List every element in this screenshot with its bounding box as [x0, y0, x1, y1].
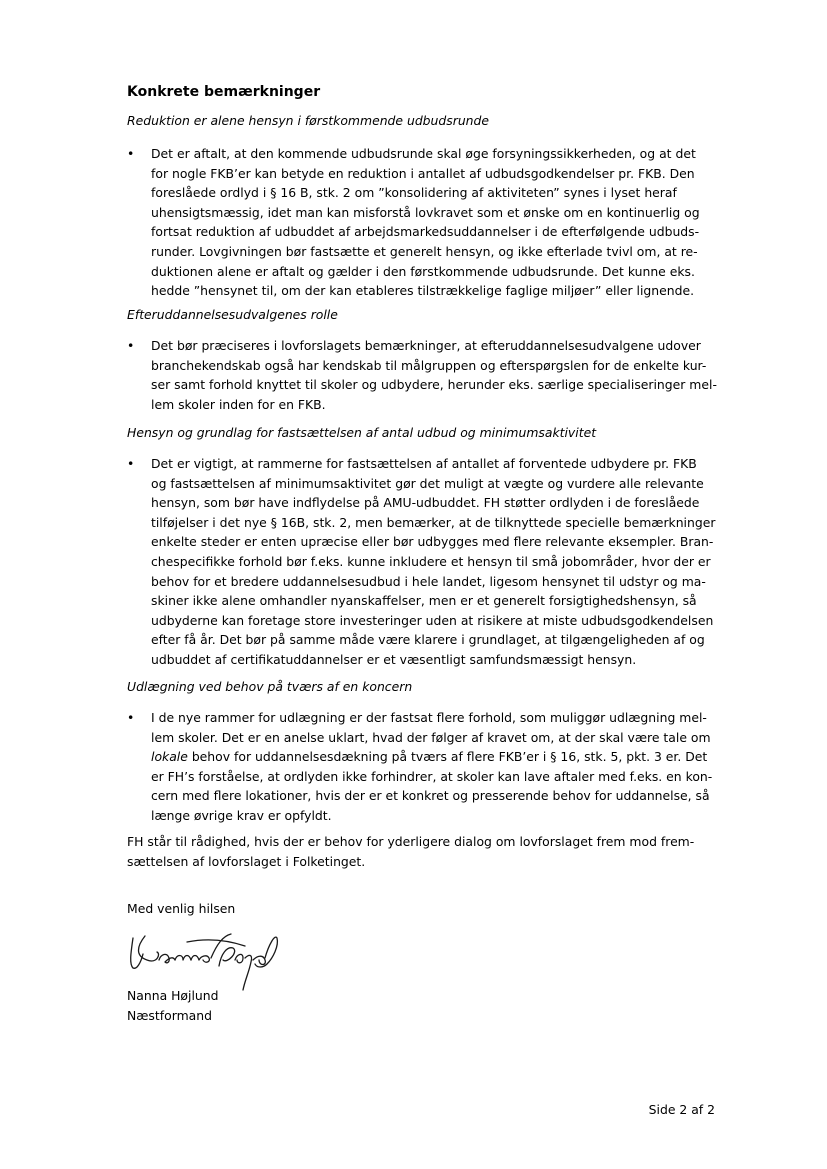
text-line: hedde ”hensynet til, om der kan etableres tilstrækkelige faglige miljøer” eller lignende.	[151, 283, 695, 299]
emphasis-word: lokale	[151, 749, 188, 765]
subheading-reduction: Reduktion er alene hensyn i førstkommende udbudsrunde	[127, 113, 490, 128]
subheading-committees: Efteruddannelsesudvalgenes rolle	[127, 307, 338, 322]
text-line: længe øvrige krav er opfyldt.	[151, 807, 332, 823]
text-line: foreslåede ordlyd i § 16 B, stk. 2 om ”konsolidering af aktiviteten” synes i lyset heraf	[151, 185, 677, 201]
text-line: skiner ikke alene omhandler nyanskaffelser, men er et generelt forsigtighedshensyn, så	[151, 593, 697, 609]
section-heading: Konkrete bemærkninger	[127, 84, 321, 100]
text-line: FH står til rådighed, hvis der er behov for yderligere dialog om lovforslaget frem mod frem-	[127, 834, 695, 849]
text-line: chespecifikke forhold bør f.eks. kunne inkludere et hensyn til små jobområder, hvor der er	[151, 553, 711, 569]
text-line: efter få år. Det bør på samme måde være klarere i grundlaget, at tilgængeligheden af og	[151, 632, 705, 648]
signature-text: Nanna Højlund	[127, 924, 135, 925]
text-line: hensyn, som bør have indflydelse på AMU-udbuddet. FH støtter ordlyden i de foreslåede	[151, 495, 700, 511]
text-line: og fastsættelsen af minimumsaktivitet gør det muligt at vægte og vurdere alle relevante	[151, 475, 704, 491]
text-line: fortsat reduktion af udbuddet af arbejdsmarkedsuddannelser i de efterfølgende udbuds-	[151, 224, 700, 240]
bullet-dot: •	[127, 338, 135, 353]
text-line: Det bør præciseres i lovforslagets bemærkninger, at efteruddannelsesudvalgene udover	[151, 338, 701, 353]
text-line: behov for et bredere uddannelsesudbud i hele landet, ligesom hensynet til udstyr og ma-	[151, 573, 706, 589]
text-line: uhensigtsmæssig, idet man kan misforstå lovkravet som et ønske om en kontinuerlig og	[151, 204, 700, 220]
greeting: Med venlig hilsen	[127, 901, 236, 916]
text-line: er FH’s forståelse, at ordlyden ikke forhindrer, at skoler kan lave aftaler med f.eks. en kon-	[151, 768, 713, 784]
subheading-concern: Udlægning ved behov på tværs af en koncern	[127, 679, 413, 694]
signatory-name: Nanna Højlund	[127, 988, 219, 1003]
text-line: duktionen alene er aftalt og gælder i den førstkommende udbudsrunde. Det kunne eks.	[151, 263, 695, 279]
text-line-rest: behov for uddannelsesdækning på tværs af flere FKB’er i § 16, stk. 5, pkt. 3 er. Det	[191, 749, 708, 765]
text-line: for nogle FKB’er kan betyde en reduktion i antallet af udbudsgodkendelser pr. FKB. Den	[151, 165, 695, 181]
text-line: enkelte steder er enten upræcise eller bør udbygges med flere relevante eksempler. Bran-	[151, 534, 714, 550]
text-line: udbuddet af certifikatuddannelser er et væsentligt samfundsmæssigt hensyn.	[151, 651, 637, 667]
bullet-text	[151, 708, 712, 826]
text-line: Det er aftalt, at den kommende udbudsrunde skal øge forsyningssikkerheden, og at det	[151, 146, 696, 161]
bullet-dot: •	[127, 146, 135, 161]
text-line: udbyderne kan foretage store investeringer uden at risikere at miste udbudsgodkendelsen	[151, 612, 714, 628]
text-line: Det er vigtigt, at rammerne for fastsættelsen af antallet af forventede udbydere pr. FKB	[151, 456, 697, 471]
bullet-text	[151, 336, 717, 414]
text-line: tilføjelser i det nye § 16B, stk. 2, men bemærker, at de tilknyttede specielle bemærkninger	[151, 514, 716, 530]
bullet-dot: •	[127, 710, 135, 725]
bullet-dot: •	[127, 456, 135, 471]
text-line: lem skoler. Det er en anelse uklart, hvad der følger af kravet om, at der skal være tale om	[151, 729, 711, 745]
text-line: cern med flere lokationer, hvis der er et konkret og presserende behov for uddannelse, så	[151, 788, 710, 804]
text-line	[151, 747, 712, 767]
text-line: runder. Lovgivningen bør fastsætte et generelt hensyn, og ikke efterlade tvivl om, at re-	[151, 243, 698, 259]
text-line: branchekendskab også har kendskab til målgruppen og efterspørgslen for de enkelte kur-	[151, 357, 707, 373]
bullet-text	[151, 144, 700, 301]
closing-paragraph	[127, 832, 694, 871]
bullet-text	[151, 454, 715, 670]
subheading-considerations: Hensyn og grundlag for fastsættelsen af antal udbud og minimumsaktivitet	[127, 425, 597, 440]
page-number: Side 2 af 2	[648, 1102, 715, 1117]
text-line: sættelsen af lovforslaget i Folketinget.	[127, 853, 366, 869]
text-line: ser samt forhold knyttet til skoler og udbydere, herunder eks. særlige specialiseringer mel-	[151, 377, 717, 393]
signatory-title: Næstformand	[127, 1008, 212, 1023]
text-line: lem skoler inden for en FKB.	[151, 396, 326, 412]
handwritten-signature	[127, 924, 287, 994]
text-line: I de nye rammer for udlægning er der fastsat flere forhold, som muliggør udlægning mel-	[151, 710, 707, 725]
